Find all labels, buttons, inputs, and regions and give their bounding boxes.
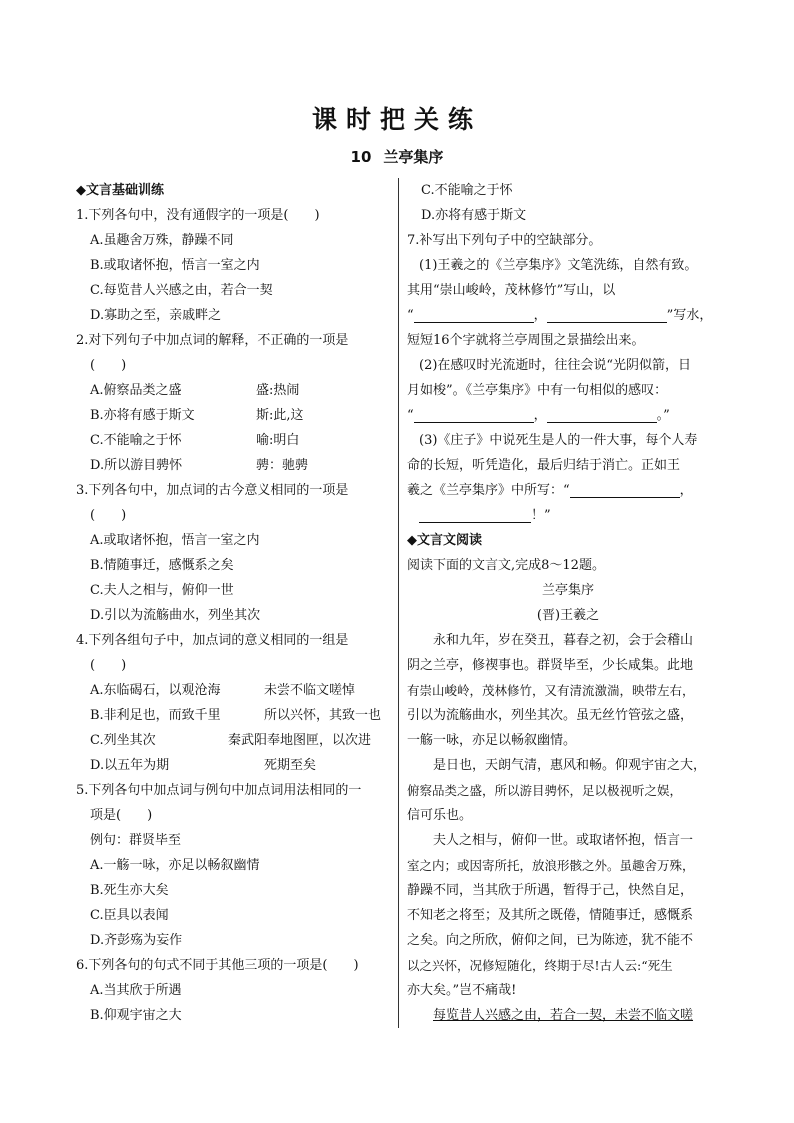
q7-part1-open-quote: “: [407, 308, 414, 323]
q4-option-c: [76, 728, 392, 753]
q5-option-d: D.齐彭殇为妄作: [90, 933, 183, 948]
passage-line: 永和九年，岁在癸丑，暮春之初，会于会稽山: [433, 633, 694, 648]
q7-part2-line2: 月如梭”。《兰亭集序》中有一句相似的感叹：: [407, 383, 668, 398]
q2-option-c-gloss: 喻:明白: [256, 433, 300, 448]
q5-example: 例句：群贤毕至: [90, 833, 182, 848]
q4-option-b-first: B.非利足也，而致千里: [90, 708, 221, 723]
q1-option-c: C.每览昔人兴感之由，若合一契: [90, 283, 273, 298]
question-4-paren: ( ): [90, 658, 127, 673]
q4-option-c-second: 秦武阳奉地图匣，以次进: [228, 733, 372, 748]
q6-option-d: D.亦将有感于斯文: [421, 208, 527, 223]
text-author: (晋)王羲之: [536, 608, 600, 623]
q2-option-c-sentence: C.不能喻之于怀: [90, 433, 182, 448]
q2-option-d-gloss: 骋：驰骋: [256, 458, 309, 473]
q7-blank-4[interactable]: [547, 408, 657, 423]
q2-option-a-sentence: A.俯察品类之盛: [90, 383, 182, 398]
section-heading-basics: ◆文言基础训练: [76, 183, 164, 198]
q2-option-d: [76, 453, 392, 478]
question-7-stem: 7.补写出下列句子中的空缺部分。: [407, 233, 602, 248]
reading-intro: 阅读下面的文言文,完成8～12题。: [407, 558, 605, 573]
q7-blank-3[interactable]: [414, 408, 534, 423]
left-column: [76, 178, 392, 1028]
q7-part1-comma: ，: [533, 308, 547, 323]
q4-option-b: [76, 703, 392, 728]
passage-line: 亦大矣。”岂不痛哉!: [407, 983, 517, 998]
lesson-number: 10: [350, 148, 372, 166]
q7-part1-line3: [407, 303, 729, 328]
q7-part2-close: 。”: [656, 408, 670, 423]
q7-blank-6[interactable]: [419, 508, 531, 523]
page-title: 课时把关练: [311, 105, 482, 134]
q7-part1-close: ”写水，: [666, 308, 713, 323]
q4-option-a-first: A.东临碣石，以观沧海: [90, 683, 221, 698]
q5-option-b: B.死生亦大矣: [90, 883, 169, 898]
passage-line: 信可乐也。: [407, 808, 473, 823]
question-3-stem: 3.下列各句中，加点词的古今意义相同的一项是: [76, 483, 349, 498]
q7-part2-line3: [407, 403, 729, 428]
q3-option-c: C.夫人之相与，俯仰一世: [90, 583, 234, 598]
q7-part1-line1: (1)王羲之的《兰亭集序》文笔洗练，自然有致。: [419, 258, 698, 273]
q7-part2-open-quote: “: [407, 408, 414, 423]
q7-part3-line3: [407, 478, 729, 503]
column-divider: [398, 178, 399, 1028]
q7-part3-line4: [407, 503, 729, 528]
q2-option-a-gloss: 盛:热闹: [256, 383, 300, 398]
question-5-stem-cont: 项是( ): [90, 808, 153, 823]
q2-option-d-sentence: D.所以游目骋怀: [90, 458, 183, 473]
q6-option-c: C.不能喻之于怀: [421, 183, 513, 198]
q2-option-a: [76, 378, 392, 403]
text-title: 兰亭集序: [541, 583, 594, 598]
q4-option-a: [76, 678, 392, 703]
q4-option-d: [76, 753, 392, 778]
passage-line: 夫人之相与，俯仰一世。或取诸怀抱，悟言一: [433, 833, 694, 848]
q7-part3-line1: (3)《庄子》中说死生是人的一件大事，每个人寿: [419, 433, 698, 448]
passage-line: 不知老之将至；及其所之既倦，情随事迁，感慨系: [407, 908, 694, 923]
q4-option-a-second: 未尝不临文嗟悼: [264, 683, 356, 698]
q7-blank-5[interactable]: [570, 483, 680, 498]
q5-option-c: C.臣具以表闻: [90, 908, 169, 923]
passage-line: 有崇山峻岭，茂林修竹，又有清流激湍，映带左右，: [407, 683, 695, 698]
question-1-stem: 1.下列各句中，没有通假字的一项是( ): [76, 208, 320, 223]
q7-part3-prefix: 羲之《兰亭集序》中所写：“: [407, 483, 570, 498]
q1-option-d: D.寡助之至，亲戚畔之: [90, 308, 222, 323]
passage-line: 静躁不同，当其欣于所遇，暂得于己，快然自足，: [407, 883, 694, 898]
q6-option-b: B.仰观宇宙之大: [90, 1008, 182, 1023]
q1-option-a: A.虽趣舍万殊，静躁不同: [90, 233, 234, 248]
question-3-paren: ( ): [90, 508, 127, 523]
passage-line: 是日也，天朗气清，惠风和畅。仰观宇宙之大，: [433, 758, 707, 773]
right-column: [407, 178, 729, 1028]
q2-option-b-sentence: B.亦将有感于斯文: [90, 408, 195, 423]
passage-line: 俯察品类之盛，所以游目骋怀，足以极视听之娱，: [407, 783, 683, 798]
q3-option-b: B.情随事迁，感慨系之矣: [90, 558, 234, 573]
passage-line: 一觞一咏，亦足以畅叙幽情。: [407, 733, 577, 748]
q4-option-b-second: 所以兴怀，其致一也: [264, 708, 382, 723]
q3-option-d: D.引以为流觞曲水，列坐其次: [90, 608, 261, 623]
q3-option-a: A.或取诸怀抱，悟言一室之内: [90, 533, 260, 548]
q2-option-c: [76, 428, 392, 453]
passage-line: 室之内；或因寄所托，放浪形骸之外。虽趣舍万殊，: [407, 858, 695, 873]
q4-option-d-second: 死期至矣: [264, 758, 317, 773]
q7-part2-line1: (2)在感叹时光流逝时，往往会说“光阴似箭，日: [419, 358, 692, 373]
section-heading-reading: ◆文言文阅读: [407, 533, 482, 548]
passage-line: 之矣。向之所欣，俯仰之间，已为陈迹，犹不能不: [407, 933, 694, 948]
q2-option-b: [76, 403, 392, 428]
q4-option-d-first: D.以五年为期: [90, 758, 170, 773]
question-5-stem: 5.下列各句中加点词与例句中加点词用法相同的一: [76, 783, 362, 798]
question-6-stem: 6.下列各句的句式不同于其他三项的一项是( ): [76, 958, 359, 973]
passage-line: 阴之兰亭，修禊事也。群贤毕至，少长咸集。此地: [407, 658, 694, 673]
q6-option-a: A.当其欣于所遇: [90, 983, 182, 998]
question-2-paren: ( ): [90, 358, 127, 373]
passage-line: 以之兴怀，况修短随化，终期于尽!古人云:“死生: [407, 958, 673, 973]
passage-line-underlined: 每览昔人兴感之由，若合一契，未尝不临文嗟: [433, 1008, 694, 1023]
q4-option-c-first: C.列坐其次: [90, 733, 156, 748]
q7-blank-2[interactable]: [547, 308, 667, 323]
q7-part3-close: ！”: [531, 508, 551, 523]
q7-part1-line2: 其用“崇山峻岭，茂林修竹”写山，以: [407, 283, 616, 298]
passage-line: 引以为流觞曲水，列坐其次。虽无丝竹管弦之盛，: [407, 708, 694, 723]
q1-option-b: B.或取诸怀抱，悟言一室之内: [90, 258, 260, 273]
q7-part1-line4: 短短16个字就将兰亭周围之景描绘出来。: [407, 333, 645, 348]
lesson-title: [0, 146, 794, 167]
q7-part3-line2: 命的长短，听凭造化，最后归结于消亡。正如王: [407, 458, 681, 473]
q5-option-a: A.一觞一咏，亦足以畅叙幽情: [90, 858, 260, 873]
question-2-stem: 2.对下列句子中加点词的解释，不正确的一项是: [76, 333, 349, 348]
question-4-stem: 4.下列各组句子中，加点词的意义相同的一组是: [76, 633, 349, 648]
q7-blank-1[interactable]: [414, 308, 534, 323]
q2-option-b-gloss: 斯:此,这: [256, 408, 304, 423]
q7-part2-comma: ，: [533, 408, 547, 423]
q7-part3-comma: ，: [679, 483, 693, 498]
lesson-name: 兰亭集序: [383, 148, 444, 166]
